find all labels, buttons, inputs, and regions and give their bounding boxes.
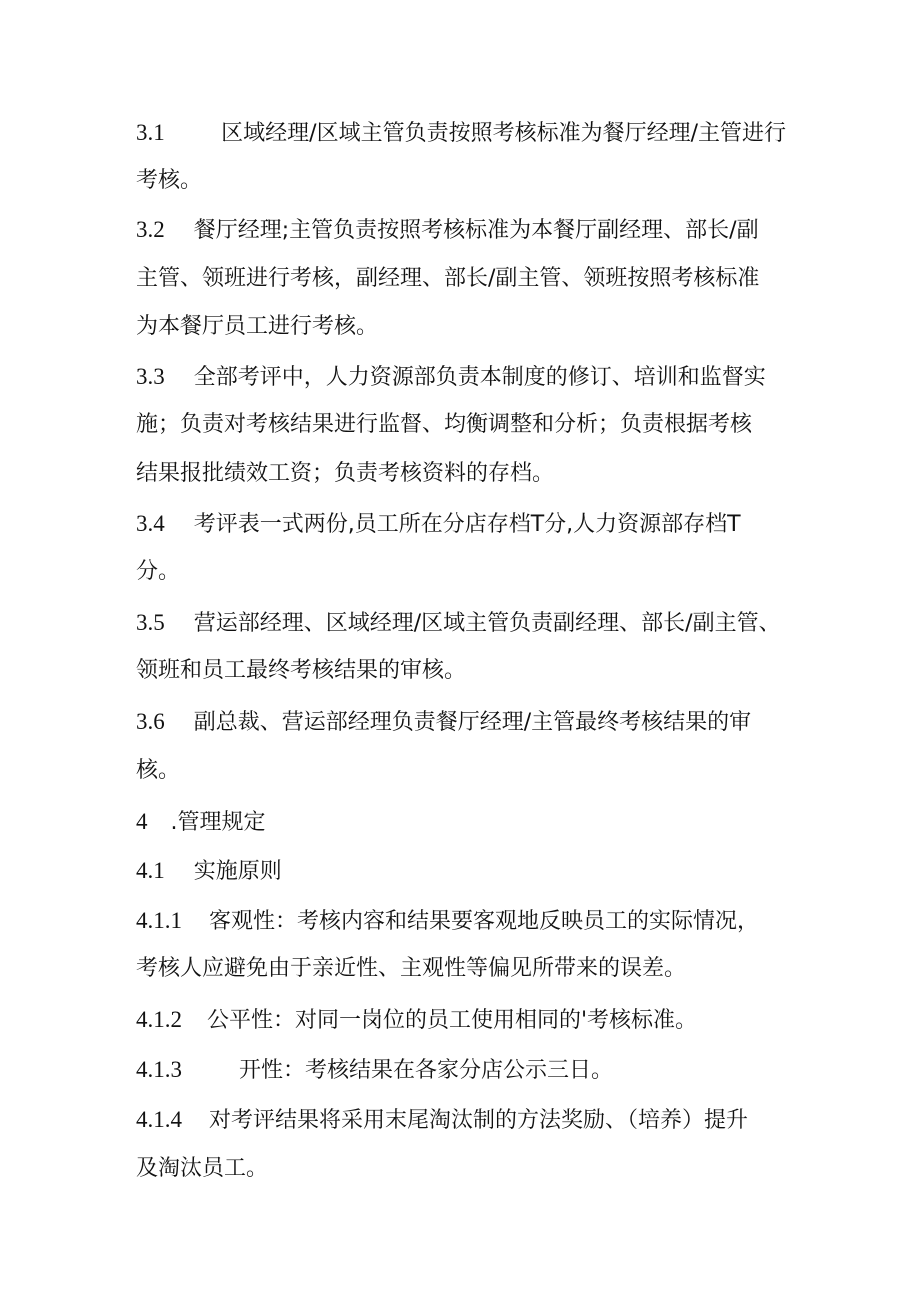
- paragraph-text: 考评表一式两份,员工所在分店存档T分,人力资源部存档T: [193, 512, 741, 537]
- section-number: 4.1.2: [136, 1007, 182, 1032]
- paragraph-3-6-line-1: [136, 707, 751, 737]
- section-title: .管理规定: [170, 810, 266, 835]
- paragraph-3-4-line-1: [136, 509, 741, 539]
- section-number: 4.1: [136, 858, 165, 883]
- paragraph-4-1-1-line-1: [136, 906, 759, 936]
- section-title: 实施原则: [193, 859, 282, 884]
- paragraph-text: 开性：考核结果在各家分店公示三日。: [239, 1058, 614, 1083]
- paragraph-4-1-4-line-1: [136, 1105, 748, 1135]
- paragraph-3-1-line-1: [136, 118, 786, 148]
- paragraph-3-2-line-3: [136, 312, 378, 342]
- section-number: 3.1: [136, 120, 165, 145]
- section-number: 3.2: [136, 217, 165, 242]
- paragraph-text: 及淘汰员工。: [136, 1156, 269, 1181]
- section-number: 3.4: [136, 511, 165, 536]
- paragraph-text: 客观性：考核内容和结果要客观地反映员工的实际情况，: [209, 909, 760, 934]
- section-number: 3.3: [136, 364, 165, 389]
- paragraph-3-3-line-2: [136, 410, 752, 440]
- section-number: 4.1.1: [136, 908, 182, 933]
- paragraph-text: 对考评结果将采用末尾淘汰制的方法奖励、（培养）提升: [209, 1108, 749, 1133]
- paragraph-text: 餐厅经理;主管负责按照考核标准为本餐厅副经理、部长/副: [193, 218, 759, 243]
- paragraph-3-2-line-2: [136, 264, 759, 294]
- section-number: 3.6: [136, 709, 165, 734]
- paragraph-text: 结果报批绩效工资；负责考核资料的存档。: [136, 461, 555, 486]
- paragraph-text: 为本餐厅员工进行考核。: [136, 314, 379, 339]
- paragraph-text: 公平性：对同一岗位的员工使用相同的'考核标准。: [207, 1008, 698, 1033]
- paragraph-text: 全部考评中，人力资源部负责本制度的修订、培训和监督实: [193, 365, 766, 390]
- paragraph-3-6-line-2: [136, 756, 180, 786]
- paragraph-3-5-line-2: [136, 656, 466, 686]
- paragraph-text: 区域经理/区域主管负责按照考核标准为餐厅经理/主管进行: [221, 121, 786, 146]
- paragraph-text: 考核人应避免由于亲近性、主观性等偏见所带来的误差。: [136, 956, 687, 981]
- paragraph-text: 主管、领班进行考核，副经理、部长/副主管、领班按照考核标准: [136, 266, 760, 291]
- paragraph-text: 考核。: [136, 168, 203, 193]
- paragraph-3-4-line-2: [136, 557, 180, 587]
- section-4-1-heading: [136, 856, 282, 886]
- paragraph-3-5-line-1: [136, 608, 781, 638]
- paragraph-4-1-2: [136, 1005, 697, 1035]
- section-4-heading: [136, 807, 266, 837]
- paragraph-text: 施；负责对考核结果进行监督、均衡调整和分析；负责根据考核: [136, 412, 753, 437]
- paragraph-text: 副总裁、营运部经理负责餐厅经理/主管最终考核结果的审: [193, 710, 752, 735]
- section-number: 4: [136, 809, 148, 834]
- paragraph-3-3-line-3: [136, 459, 554, 489]
- paragraph-text: 领班和员工最终考核结果的审核。: [136, 658, 467, 683]
- paragraph-text: 分。: [136, 559, 181, 584]
- paragraph-4-1-1-line-2: [136, 954, 686, 984]
- paragraph-3-3-line-1: [136, 362, 766, 392]
- paragraph-4-1-3: [136, 1055, 613, 1085]
- paragraph-3-2-line-1: [136, 215, 759, 245]
- section-number: 4.1.3: [136, 1057, 182, 1082]
- paragraph-3-1-line-2: [136, 166, 202, 196]
- section-number: 3.5: [136, 610, 165, 635]
- section-number: 4.1.4: [136, 1107, 182, 1132]
- paragraph-text: 营运部经理、区域经理/区域主管负责副经理、部长/副主管、: [193, 611, 781, 636]
- paragraph-text: 核。: [136, 758, 181, 783]
- paragraph-4-1-4-line-2: [136, 1154, 268, 1184]
